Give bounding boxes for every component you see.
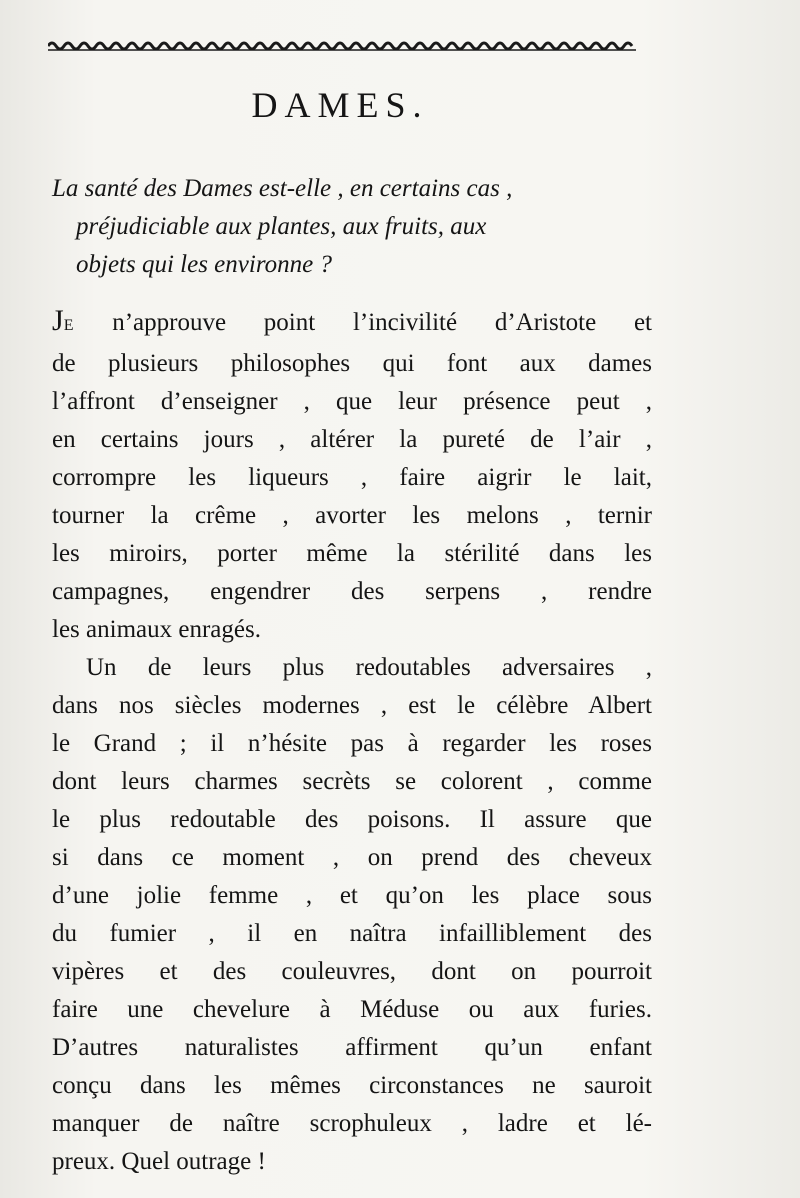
text-line: le Grand ; il n’hésite pas à regarder les roses [52,730,652,757]
text-line: du fumier , il en naîtra infailliblement des [52,920,652,947]
question-line: La santé des Dames est-elle , en certains cas , [52,175,513,202]
text-line: le plus redoutable des poisons. Il assure que [52,806,652,833]
text-line: tourner la crême , avorter les melons , ternir [52,502,652,529]
text-line: de plusieurs philosophes qui font aux dames [52,350,652,377]
question-line: objets qui les environne ? [76,251,332,278]
text-line [52,302,652,345]
text-line: faire une chevelure à Méduse ou aux furies. [52,996,652,1023]
small-cap: E [63,317,75,334]
text-line: D’autres naturalistes affirment qu’un enfant [52,1034,652,1061]
question-line: préjudiciable aux plantes, aux fruits, aux [76,213,487,240]
text-line: preux. Quel outrage ! [52,1148,266,1175]
text-line: si dans ce moment , on prend des cheveux [52,844,652,871]
text-line-rest: n’approuve point l’incivilité d’Aristote et [74,309,652,336]
body-text [52,302,652,1181]
text-line: vipères et des couleuvres, dont on pourroit [52,958,652,985]
text-line: campagnes, engendrer des serpens , rendre [52,578,652,605]
drop-cap: J [52,304,64,337]
text-line: corrompre les liqueurs , faire aigrir le lait, [52,464,652,491]
text-line: les animaux enragés. [52,616,261,643]
ornamental-rule [48,36,636,54]
chapter-title: DAMES. [251,85,429,125]
text-line: dont leurs charmes secrèts se colorent , comme [52,768,652,795]
text-line: dans nos siècles modernes , est le célèbre Albert [52,692,652,719]
text-line: en certains jours , altérer la pureté de l’air , [52,426,652,453]
text-line: les miroirs, porter même la stérilité dans les [52,540,652,567]
text-line: Un de leurs plus redoutables adversaires , [86,654,652,681]
text-line: conçu dans les mêmes circonstances ne sauroit [52,1072,652,1099]
text-line: manquer de naître scrophuleux , ladre et lé- [52,1110,652,1137]
chapter-question [52,170,652,284]
text-line: l’affront d’enseigner , que leur présence peut , [52,388,652,415]
text-line: d’une jolie femme , et qu’on les place sous [52,882,652,909]
